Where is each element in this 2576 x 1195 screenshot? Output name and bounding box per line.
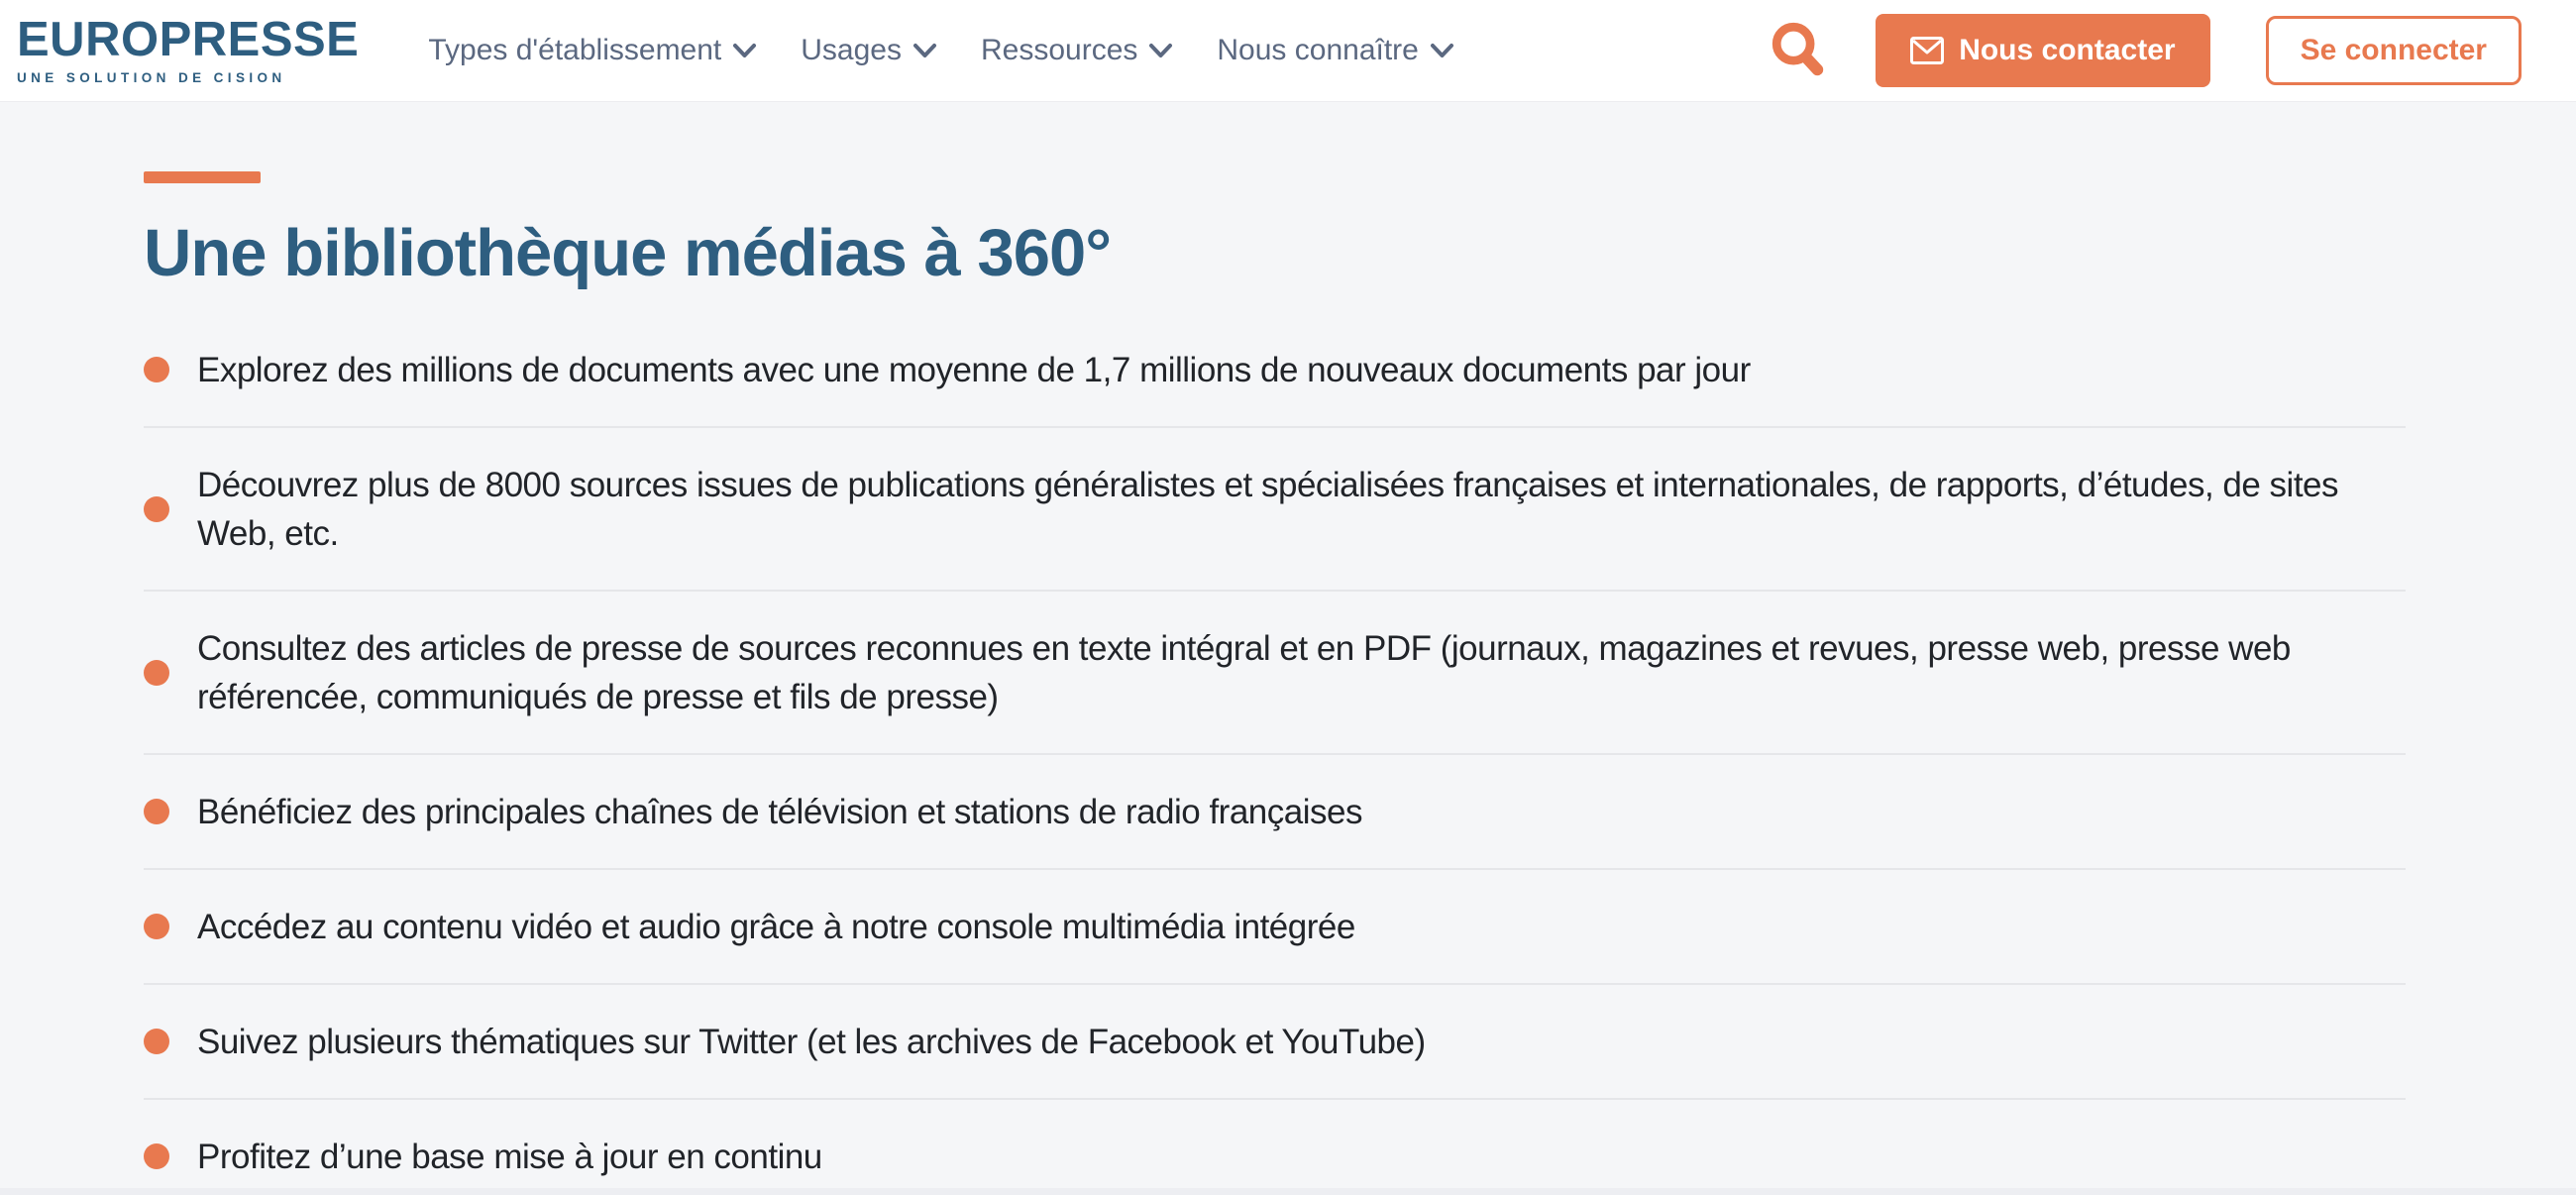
envelope-icon bbox=[1910, 37, 1944, 64]
bullet-dot-icon bbox=[144, 914, 169, 939]
chevron-down-icon bbox=[1148, 43, 1173, 59]
list-item bbox=[144, 592, 2406, 755]
list-item bbox=[144, 870, 2406, 985]
list-item bbox=[144, 755, 2406, 870]
bullet-dot-icon bbox=[144, 660, 169, 686]
next-section-edge bbox=[0, 1188, 2576, 1195]
nav-item-usages[interactable] bbox=[801, 34, 937, 67]
bullet-dot-icon bbox=[144, 799, 169, 824]
chevron-down-icon bbox=[912, 43, 937, 59]
bullet-dot-icon bbox=[144, 357, 169, 382]
page-title: Une bibliothèque médias à 360° bbox=[144, 216, 1112, 290]
magnifier-icon bbox=[1768, 20, 1829, 81]
list-item bbox=[144, 985, 2406, 1100]
nav-item-label: Ressources bbox=[980, 34, 1138, 66]
feature-text: Accédez au contenu vidéo et audio grâce à notre console multimédia intégrée bbox=[197, 907, 1355, 946]
bullet-dot-icon bbox=[144, 1143, 169, 1169]
nav-item-ressources[interactable] bbox=[981, 34, 1173, 67]
search-button[interactable] bbox=[1767, 19, 1830, 82]
nav-item-label: Nous connaître bbox=[1217, 34, 1419, 66]
brand-name: EUROPRESSE bbox=[17, 13, 360, 67]
brand-logo[interactable] bbox=[17, 13, 360, 85]
feature-text: Profitez d’une base mise à jour en continu bbox=[197, 1137, 822, 1176]
feature-text: Explorez des millions de documents avec une moyenne de 1,7 millions de nouveaux documents par jour bbox=[197, 350, 1751, 389]
login-button[interactable]: Se connecter bbox=[2266, 16, 2522, 85]
accent-bar bbox=[144, 171, 261, 183]
feature-text: Suivez plusieurs thématiques sur Twitter (et les archives de Facebook et YouTube) bbox=[197, 1022, 1426, 1061]
feature-text: Découvrez plus de 8000 sources issues de publications généralistes et spécialisées françaises et internationales, de rapports, d’études, de sites Web, etc. bbox=[197, 465, 2339, 553]
contact-button[interactable] bbox=[1876, 14, 2209, 87]
nav-item-label: Usages bbox=[801, 34, 902, 66]
bullet-dot-icon bbox=[144, 496, 169, 522]
chevron-down-icon bbox=[1430, 43, 1454, 59]
feature-text: Bénéficiez des principales chaînes de télévision et stations de radio françaises bbox=[197, 792, 1362, 831]
chevron-down-icon bbox=[732, 43, 757, 59]
nav-item-types-etablissement[interactable] bbox=[428, 34, 757, 67]
main-content bbox=[0, 102, 2576, 1195]
feature-text: Consultez des articles de presse de sources reconnues en texte intégral et en PDF (journaux, magazines et revues, presse web, presse web référencée, communiqués de presse et fils de presse) bbox=[197, 628, 2291, 716]
contact-button-label: Nous contacter bbox=[1959, 34, 2176, 66]
main-nav bbox=[428, 34, 1453, 67]
nav-item-label: Types d'établissement bbox=[428, 34, 722, 66]
bullet-dot-icon bbox=[144, 1029, 169, 1054]
nav-item-nous-connaitre[interactable] bbox=[1217, 34, 1453, 67]
feature-list bbox=[144, 313, 2406, 1195]
list-item bbox=[144, 313, 2406, 428]
site-header bbox=[0, 0, 2576, 102]
brand-tagline: UNE SOLUTION DE CISION bbox=[17, 69, 286, 85]
list-item bbox=[144, 428, 2406, 592]
list-item bbox=[144, 1100, 2406, 1195]
